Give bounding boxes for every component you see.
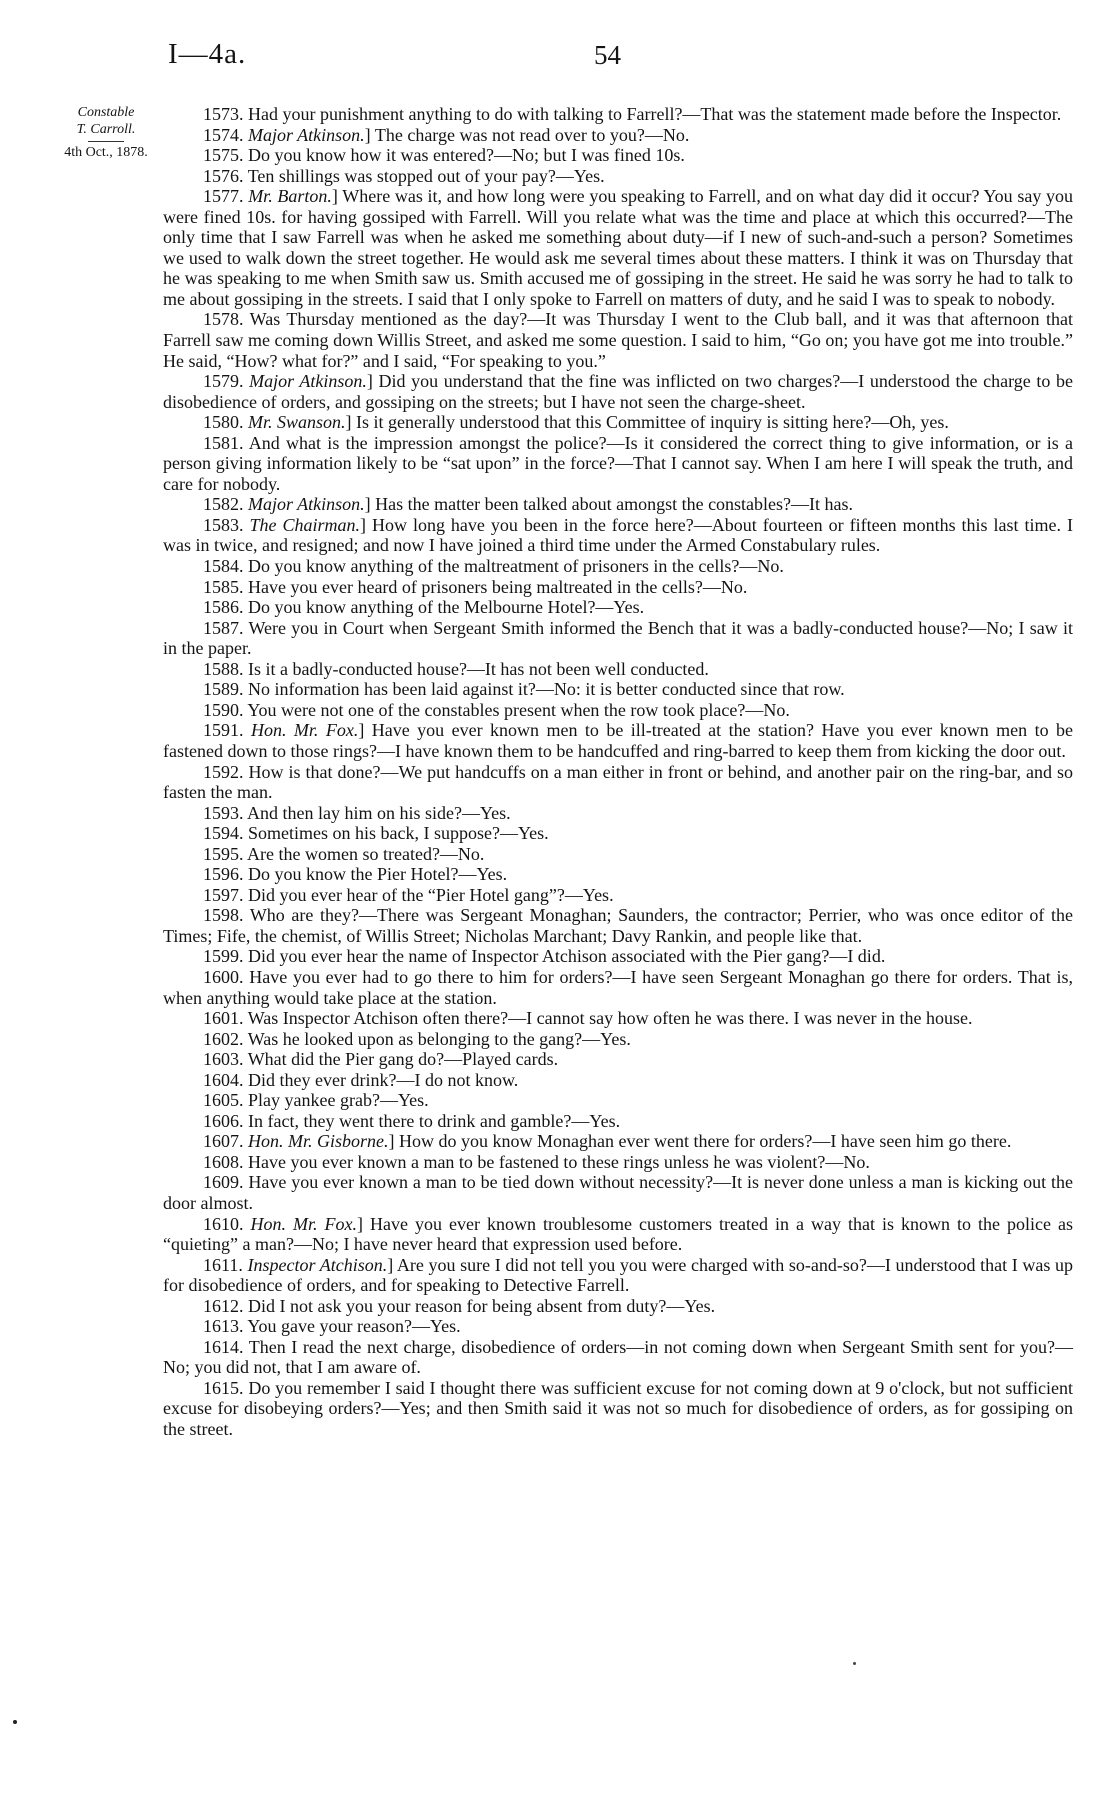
testimony-paragraph: [163, 844, 1073, 865]
question-number: 1594.: [203, 823, 244, 844]
speaker-name: The Chairman.: [249, 514, 360, 535]
testimony-paragraph: [163, 433, 1073, 495]
question-number: 1595.: [203, 843, 244, 864]
question-answer-text: Was he looked upon as belonging to the gang?—Yes.: [247, 1028, 631, 1049]
testimony-paragraph: [163, 1090, 1073, 1111]
question-answer-text: Have you ever heard of prisoners being maltreated in the cells?—No.: [248, 576, 748, 597]
question-number: 1615.: [203, 1377, 244, 1398]
question-answer-text: Is it generally understood that this Committee of inquiry is sitting here?—Oh, yes.: [356, 412, 949, 433]
testimony-paragraph: [163, 597, 1073, 618]
question-answer-text: Have you ever known men to be ill-treated at the station? Have you ever known men to be fastened down to those rings?—I have known them to be handcuffed and ring-barred to keep them from kicking the door out.: [163, 720, 1074, 761]
question-number: 1584.: [203, 556, 244, 577]
testimony-paragraph: [163, 1316, 1073, 1337]
speaker-name: Major Atkinson.: [248, 124, 365, 145]
question-number: 1591.: [203, 720, 244, 741]
testimony-paragraph: 1577. Mr. Barton.] Where was it, and how long were you speaking to Farrell, and on what day did it occur? You say you were fined 10s. for having gossiped with Farrell. Will you relate what was the time and place at which this occurred?—The only time that I saw Farrell was when he asked me something about duty—if I new of such-and-such a person? Sometimes we used to walk down the street together. He would ask me several times about these matters. I think it was on Thursday that he was speaking to me when Smith saw us. Smith accused me of gossiping in the street. He said he was sorry he had to talk to me about gossiping in the streets. I said that I only spoke to Farrell on matters of duty, and he said I was to speak to nobody.: [163, 186, 1074, 309]
question-answer-text: What did the Pier gang do?—Played cards.: [247, 1049, 559, 1070]
testimony-paragraph: [163, 145, 1073, 166]
question-number: 1611.: [203, 1254, 243, 1275]
testimony-paragraph: [163, 679, 1073, 700]
question-answer-text: Do you know how it was entered?—No; but I was fined 10s.: [248, 145, 685, 166]
question-answer-text: You were not one of the constables present when the row took place?—No.: [247, 699, 790, 720]
page-number: 54: [594, 40, 621, 70]
testimony-paragraph: [163, 1296, 1073, 1317]
question-answer-text: No information has been laid against it?—No: it is better conducted since that row.: [248, 679, 845, 700]
speaker-name: Mr. Barton.: [248, 186, 332, 207]
question-answer-text: Is it a badly-conducted house?—It has not been well conducted.: [248, 658, 709, 679]
speaker-name: Mr. Swanson.: [248, 412, 346, 433]
speaker-name: Inspector Atchison.: [247, 1254, 388, 1275]
question-number: 1601.: [203, 1008, 244, 1029]
witness-name: T. Carroll.: [76, 122, 136, 137]
testimony-paragraph: [163, 1378, 1073, 1440]
question-number: 1596.: [203, 864, 244, 885]
question-number: 1587.: [203, 617, 244, 638]
testimony-paragraph: [163, 309, 1073, 371]
testimony-paragraph: 1611. Inspector Atchison.] Are you sure I did not tell you you were charged with so-and-so?—I understood that I was up for disobedience of orders, and for speaking to Detective Farrell.: [163, 1254, 1073, 1296]
testimony-paragraph: [163, 946, 1073, 967]
question-number: 1592.: [203, 761, 244, 782]
question-answer-text: Did you understand that the fine was inflicted on two charges?—I understood the charge to be disobedience of orders, and gossiping on the streets; but I have not seen the charge-sheet.: [163, 371, 1074, 412]
question-number: 1577.: [203, 186, 244, 207]
question-number: 1581.: [203, 432, 244, 453]
document-code: I—4a.: [168, 38, 247, 70]
question-number: 1598.: [203, 905, 244, 926]
testimony-paragraph: [163, 803, 1073, 824]
question-number: 1607.: [203, 1131, 244, 1152]
question-answer-text: Have you ever known troublesome customers treated in a way that is known to the police as “quieting” a man?—No; I have never heard that expression used before.: [163, 1213, 1074, 1255]
question-number: 1600.: [203, 966, 244, 987]
question-answer-text: Do you know the Pier Hotel?—Yes.: [248, 864, 508, 885]
testimony-paragraph: [163, 556, 1073, 577]
question-number: 1575.: [203, 145, 244, 166]
speaker-name: Hon. Mr. Gisborne.: [248, 1131, 389, 1152]
question-answer-text: Who are they?—There was Sergeant Monaghan; Saunders, the contractor; Perrier, who was once editor of the Times; Fife, the chemist, of Willis Street; Nicholas Marchant; Davy Rankin, and people like that.: [163, 905, 1073, 946]
testimony-paragraph: [163, 905, 1073, 946]
testimony-paragraph: 1607. Hon. Mr. Gisborne.] How do you know Monaghan ever went there for orders?—I have seen him go there.: [203, 1131, 1012, 1152]
question-number: 1580.: [203, 412, 244, 433]
testimony-paragraph: [163, 104, 1073, 125]
question-number: 1574.: [203, 124, 244, 145]
question-number: 1582.: [203, 494, 244, 515]
question-answer-text: Do you know anything of the maltreatment of prisoners in the cells?—No.: [248, 556, 784, 577]
testimony-paragraph: [163, 1172, 1073, 1213]
question-number: 1599.: [203, 946, 244, 967]
question-answer-text: Are the women so treated?—No.: [247, 843, 485, 864]
question-answer-text: Did you ever hear of the “Pier Hotel gang”?—Yes.: [248, 884, 614, 905]
question-answer-text: The charge was not read over to you?—No.: [374, 124, 690, 145]
question-number: 1612.: [203, 1295, 244, 1316]
margin-divider: [88, 141, 124, 142]
testimony-paragraph: [163, 1049, 1073, 1070]
question-answer-text: Has the matter been talked about amongst the constables?—It has.: [375, 494, 854, 515]
testimony-paragraph: 1580. Mr. Swanson.] Is it generally understood that this Committee of inquiry is sitting here?—Oh, yes.: [203, 412, 949, 433]
question-answer-text: You gave your reason?—Yes.: [247, 1316, 461, 1337]
question-number: 1606.: [203, 1110, 244, 1131]
question-number: 1609.: [203, 1172, 244, 1193]
testimony-paragraph: [163, 1070, 1073, 1091]
print-speck: [13, 1720, 17, 1724]
question-answer-text: Were you in Court when Sergeant Smith informed the Bench that it was a badly-conducted house?—No; I saw it in the paper.: [163, 617, 1073, 659]
question-answer-text: And then lay him on his side?—Yes.: [247, 802, 511, 823]
question-answer-text: Where was it, and how long were you speaking to Farrell, and on what day did it occur? You say you were fined 10s. for having gossiped with Farrell. Will you relate what was the time and place at which this occurred?—The only time that I saw Farrell was when he asked me something about duty—if I new of such-and-such a person? Sometimes we used to walk down the street together. He would ask me several times about these matters. I think it was on Thursday that he was speaking to me when Smith saw us. Smith accused me of gossiping in the street. He said he was sorry he had to talk to me about gossiping in the streets. I said that I only spoke to Farrell on matters of duty, and he said I was to speak to nobody.: [163, 186, 1074, 309]
testimony-paragraph: [163, 700, 1073, 721]
question-number: 1585.: [203, 576, 244, 597]
question-answer-text: Did you ever hear the name of Inspector Atchison associated with the Pier gang?—I did.: [248, 946, 886, 967]
testimony-paragraph: [163, 618, 1073, 659]
question-number: 1602.: [203, 1028, 244, 1049]
testimony-paragraph: [163, 659, 1073, 680]
question-number: 1608.: [203, 1151, 244, 1172]
testimony-paragraph: 1610. Hon. Mr. Fox.] Have you ever known troublesome customers treated in a way that is known to the police as “quieting” a man?—No; I have never heard that expression used before.: [163, 1213, 1074, 1255]
speaker-name: Hon. Mr. Fox.: [250, 720, 359, 741]
question-answer-text: In fact, they went there to drink and gamble?—Yes.: [248, 1110, 621, 1131]
testimony-paragraph: [163, 823, 1073, 844]
testimony-paragraph: [163, 864, 1073, 885]
question-number: 1589.: [203, 679, 244, 700]
question-number: 1610.: [203, 1213, 244, 1234]
question-answer-text: How do you know Monaghan ever went there for orders?—I have seen him go there.: [399, 1131, 1012, 1152]
question-number: 1583.: [203, 514, 244, 535]
testimony-paragraph: [163, 967, 1073, 1008]
question-answer-text: How is that done?—We put handcuffs on a man either in front or behind, and another pair on the ring-bar, and so fasten the man.: [163, 761, 1073, 803]
question-answer-text: Did they ever drink?—I do not know.: [248, 1069, 519, 1090]
question-number: 1613.: [203, 1316, 244, 1337]
question-answer-text: Do you remember I said I thought there was sufficient excuse for not coming down at 9 o'clock, but not sufficient excuse for disobeying orders?—Yes; and then Smith said it was not so much for disobedience of orders, as for gossiping on the street.: [163, 1377, 1074, 1439]
testimony-paragraph: [163, 1008, 1073, 1029]
question-number: 1586.: [203, 597, 244, 618]
question-answer-text: Was Inspector Atchison often there?—I cannot say how often he was there. I was never in the house.: [247, 1008, 973, 1029]
question-answer-text: Have you ever had to go there to him for orders?—I have seen Sergeant Monaghan go there for orders. That is, when anything would take place at the station.: [163, 966, 1073, 1008]
question-answer-text: Did I not ask you your reason for being absent from duty?—Yes.: [248, 1295, 716, 1316]
question-number: 1597.: [203, 884, 244, 905]
question-number: 1605.: [203, 1090, 244, 1111]
testimony-paragraph: [163, 166, 1073, 187]
speaker-name: Major Atkinson.: [248, 494, 365, 515]
question-number: 1593.: [203, 802, 244, 823]
testimony-paragraph: 1591. Hon. Mr. Fox.] Have you ever known men to be ill-treated at the station? Have you ever known men to be fastened down to those rings?—I have known them to be handcuffed and ring-barred to keep them from kicking the door out.: [163, 720, 1074, 761]
question-answer-text: Have you ever known a man to be fastened to these rings unless he was violent?—No.: [248, 1151, 870, 1172]
testimony-paragraph: [163, 577, 1073, 598]
question-answer-text: Sometimes on his back, I suppose?—Yes.: [248, 823, 549, 844]
question-answer-text: Do you know anything of the Melbourne Hotel?—Yes.: [248, 597, 645, 618]
question-number: 1614.: [203, 1336, 244, 1357]
question-answer-text: And what is the impression amongst the police?—Is it considered the correct thing to give information, or is a person giving information likely to be “sat upon” in the force?—That I cannot say. When I am here I will speak the truth, and care for nobody.: [163, 432, 1073, 494]
testimony-paragraph: [163, 1337, 1073, 1378]
testimony-paragraph: [163, 1152, 1073, 1173]
print-speck: [853, 1662, 856, 1665]
testimony-paragraph: 1574. Major Atkinson.] The charge was not read over to you?—No.: [203, 124, 690, 145]
question-number: 1576.: [203, 165, 244, 186]
speaker-name: Hon. Mr. Fox.: [250, 1213, 358, 1234]
question-answer-text: Then I read the next charge, disobedience of orders—in not coming down when Sergeant Smith sent for you?—No; you did not, that I am aware of.: [163, 1336, 1073, 1378]
testimony-paragraph: [163, 1111, 1073, 1132]
question-answer-text: Had your punishment anything to do with talking to Farrell?—That was the statement made before the Inspector.: [248, 104, 1062, 124]
testimony-date: 4th Oct., 1878.: [64, 145, 148, 160]
testimony-paragraph: 1579. Major Atkinson.] Did you understand that the fine was inflicted on two charges?—I understood the charge to be disobedience of orders, and gossiping on the streets; but I have not seen the charge-sheet.: [163, 371, 1074, 412]
question-number: 1604.: [203, 1069, 244, 1090]
testimony-body: [163, 104, 1073, 1440]
question-answer-text: Have you ever known a man to be tied down without necessity?—It is never done unless a man is kicking out the door almost.: [163, 1172, 1074, 1213]
question-answer-text: Ten shillings was stopped out of your pay?—Yes.: [247, 165, 605, 186]
testimony-paragraph: 1582. Major Atkinson.] Has the matter been talked about amongst the constables?—It has.: [203, 494, 854, 515]
testimony-paragraph: [163, 1029, 1073, 1050]
question-number: 1579.: [203, 371, 244, 392]
question-number: 1603.: [203, 1049, 244, 1070]
question-answer-text: Was Thursday mentioned as the day?—It was Thursday I went to the Club ball, and it was that afternoon that Farrell saw me coming down Willis Street, and asked me some question. I said to him, “Go on; you have got me into trouble.” He said, “How? what for?” and I said, “For speaking to you.”: [163, 309, 1073, 371]
question-answer-text: Play yankee grab?—Yes.: [248, 1090, 429, 1111]
question-number: 1573.: [203, 104, 244, 124]
testimony-paragraph: 1583. The Chairman.] How long have you been in the force here?—About fourteen or fifteen months this last time. I was in twice, and resigned; and now I have joined a third time under the Armed Constabulary rules.: [163, 514, 1073, 556]
question-number: 1578.: [203, 309, 244, 330]
witness-rank: Constable: [77, 105, 135, 120]
question-number: 1590.: [203, 699, 244, 720]
question-answer-text: Are you sure I did not tell you you were charged with so-and-so?—I understood that I was up for disobedience of orders, and for speaking to Detective Farrell.: [163, 1254, 1073, 1296]
margin-note: [48, 104, 164, 161]
speaker-name: Major Atkinson.: [249, 371, 367, 392]
testimony-paragraph: [163, 762, 1073, 803]
question-answer-text: How long have you been in the force here?—About fourteen or fifteen months this last time. I was in twice, and resigned; and now I have joined a third time under the Armed Constabulary rules.: [163, 514, 1073, 556]
question-number: 1588.: [203, 658, 244, 679]
testimony-paragraph: [163, 885, 1073, 906]
